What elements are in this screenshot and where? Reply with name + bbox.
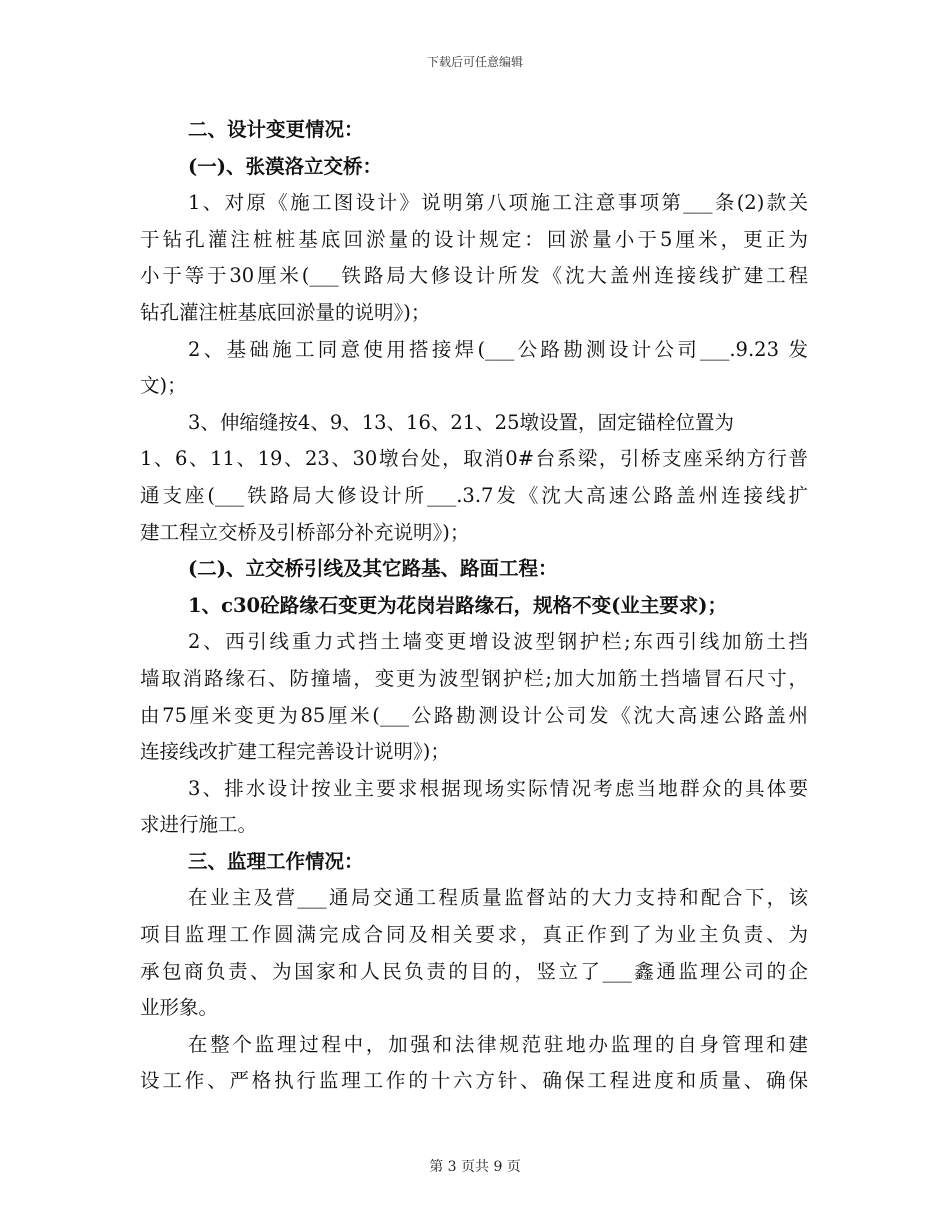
section-heading: 1、c30砼路缘石变更为花岗岩路缘石，规格不变(业主要求)； — [188, 593, 728, 617]
section-heading: (二)、立交桥引线及其它路基、路面工程： — [188, 557, 558, 581]
paragraph-line: 承包商负责、为国家和人民负责的目的，竖立了___鑫通监理公司的企 — [140, 959, 808, 983]
paragraph-line: 3、伸缩缝按4、9、13、16、21、25墩设置，固定锚栓位置为 — [188, 410, 734, 434]
paragraph-line: 于钻孔灌注桩桩基底回淤量的设计规定：回淤量小于5厘米，更正为 — [140, 227, 808, 251]
paragraph-line: 墙取消路缘石、防撞墙，变更为波型钢护栏;加大加筋土挡墙冒石尺寸， — [140, 666, 808, 690]
paragraph-line: 业形象。 — [140, 996, 219, 1020]
paragraph-line: 3、排水设计按业主要求根据现场实际情况考虑当地群众的具体要 — [188, 776, 808, 800]
paragraph-line: 求进行施工。 — [140, 813, 258, 837]
paragraph-line: 2、基础施工同意使用搭接焊(___公路勘测设计公司___.9.23 发 — [188, 337, 808, 361]
paragraph-line: 在整个监理过程中，加强和法律规范驻地办监理的自身管理和建 — [188, 1032, 808, 1056]
paragraph-line: 钻孔灌注桩基底回淤量的说明》)； — [140, 300, 431, 324]
paragraph-line: 文)； — [140, 374, 187, 398]
paragraph-line: 1、6、11、19、23、30墩台处，取消0#台系梁，引桥支座采纳方行普 — [140, 447, 808, 471]
paragraph-line: 1、对原《施工图设计》说明第八项施工注意事项第___条(2)款关 — [188, 191, 808, 215]
paragraph-line: 连接线改扩建工程完善设计说明》)； — [140, 740, 450, 764]
page-header: 下载后可任意编辑 — [426, 55, 523, 69]
section-heading: (一)、张漠洛立交桥： — [188, 154, 382, 178]
paragraph-line: 2、西引线重力式挡土墙变更增设波型钢护栏;东西引线加筋土挡 — [188, 630, 808, 654]
document-body — [140, 112, 808, 1100]
page-footer: 第 3 页共 9 页 — [429, 1159, 521, 1175]
paragraph-line: 由75厘米变更为85厘米(___公路勘测设计公司发《沈大高速公路盖州 — [140, 703, 808, 727]
paragraph-line: 项目监理工作圆满完成合同及相关要求，真正作到了为业主负责、为 — [140, 923, 808, 947]
paragraph-line: 在业主及营___通局交通工程质量监督站的大力支持和配合下，该 — [188, 886, 808, 910]
paragraph-line: 设工作、严格执行监理工作的十六方针、确保工程进度和质量、确保 — [140, 1069, 808, 1093]
paragraph-line: 小于等于30厘米(___铁路局大修设计所发《沈大盖州连接线扩建工程 — [140, 264, 808, 288]
section-heading: 三、监理工作情况： — [188, 849, 364, 873]
paragraph-line: 通支座(___铁路局大修设计所___.3.7发《沈大高速公路盖州连接线扩 — [140, 483, 808, 507]
section-heading: 二、设计变更情况： — [188, 118, 364, 141]
paragraph-line: 建工程立交桥及引桥部分补充说明》)； — [140, 520, 470, 544]
